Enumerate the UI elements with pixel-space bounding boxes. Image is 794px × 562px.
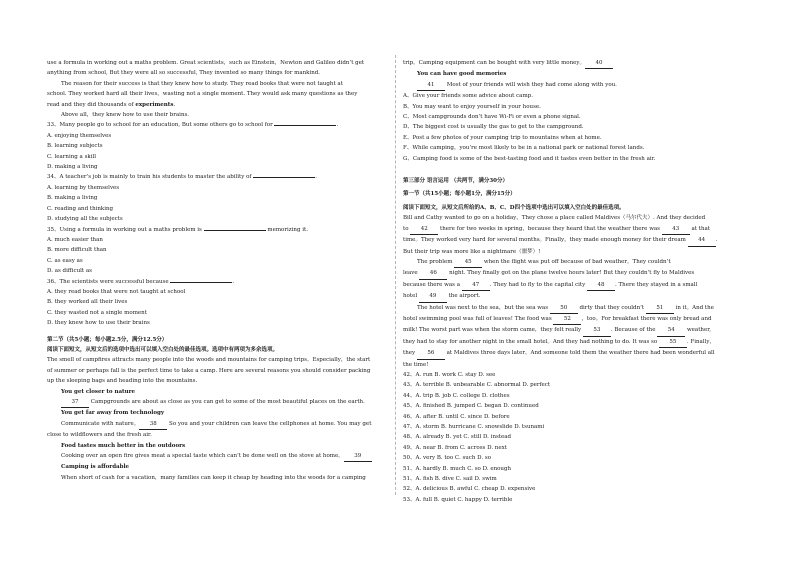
line-text: D. they knew how to use their brains	[47, 320, 150, 327]
text-line	[47, 387, 388, 397]
line-text: B. making a living	[47, 195, 98, 202]
line-text: C. learning a skill	[47, 153, 97, 160]
answer-blank	[170, 282, 232, 283]
line-text: in it。And the	[673, 304, 714, 311]
text-line	[47, 214, 388, 224]
text-line	[47, 473, 388, 483]
text-line	[47, 79, 388, 89]
answer-blank: 52	[553, 314, 581, 325]
answer-blank: 55	[659, 337, 687, 348]
line-text: C. reading and thinking	[47, 205, 114, 212]
line-text: . Finally，	[686, 338, 715, 345]
text-line	[47, 235, 388, 245]
line-text: memorizing it.	[265, 226, 308, 233]
text-line	[403, 360, 748, 370]
text-line	[403, 257, 748, 268]
line-text: ，too。For breakfast there was only bread and	[581, 315, 712, 322]
text-line	[403, 154, 748, 164]
line-text: night. They finally got on the plane twelve hours later! But they couldn’t fly to Maldives	[447, 270, 695, 277]
text-line	[403, 474, 748, 484]
text-line	[47, 225, 388, 235]
right-column	[403, 58, 748, 505]
text-line	[47, 297, 388, 307]
line-text: You can have good memories	[417, 71, 507, 78]
line-text: up the sleeping bags and heading into the mountains.	[47, 378, 198, 385]
line-text: time。They worked very hard for several months。Finally，they made enough money for their dream	[403, 237, 688, 244]
line-text: Food tastes much better in the outdoors	[61, 442, 186, 449]
line-text: 53、A. full B. quiet C. happy D. terrible	[403, 496, 513, 503]
text-line	[47, 318, 388, 328]
text-line	[403, 203, 748, 213]
line-text: Bill and Cathy wanted to go on a holiday，They chose a place called Maldives（马尔代夫）. And they decided	[403, 215, 706, 222]
line-text: F、While camping，you’re most likely to be in a national park or national forest lands.	[403, 145, 645, 152]
emphasized-word: experiments	[135, 101, 174, 108]
answer-blank: 37	[61, 397, 89, 408]
text-line	[47, 266, 388, 276]
text-line	[47, 462, 388, 472]
line-text: hotel	[403, 293, 419, 300]
text-line	[47, 120, 388, 130]
line-text: 49、A. near B. from C. across D. next	[403, 444, 507, 451]
line-text: the time!	[403, 361, 429, 368]
left-column	[47, 58, 388, 483]
line-text: 34、A teacher’s job is mainly to train his students to master the ability of	[47, 174, 254, 181]
line-text: . They had to fly to the capital city	[489, 281, 588, 288]
text-line	[403, 268, 748, 279]
line-text: school. They worked hard all their lives，wasting not a single moment. They would ask many questions as they	[47, 91, 358, 98]
text-line	[403, 189, 748, 199]
line-text: they	[403, 350, 417, 357]
answer-blank: 40	[585, 58, 613, 69]
line-text: D、The biggest cost is usually the gas to get to the campground.	[403, 124, 584, 131]
line-text: A. learning by themselves	[47, 184, 120, 191]
line-text: of summer or perhaps fall is the perfect time to take a camp. Here are several reasons you should consider packing	[47, 367, 371, 374]
text-line	[403, 401, 748, 411]
line-text: Communicate with nature。	[61, 420, 140, 427]
text-line	[47, 451, 388, 462]
line-text: read and they did thousands of	[47, 101, 136, 108]
line-text: 阅读下面短文，从短文后所给的A、B、C、D四个选项中选出可以填入空白处的最佳选项。	[403, 204, 625, 211]
line-text: But their trip was more like a nightmare（噩梦）!	[403, 248, 541, 255]
text-line	[47, 141, 388, 151]
answer-blank	[253, 177, 315, 178]
line-text: there for two weeks in spring，because they heard that the weather there was	[438, 225, 662, 232]
text-line	[47, 172, 388, 182]
line-text: 43、A. terrible B. unbearable C. abnormal D. perfect	[403, 382, 551, 389]
line-text: at that	[689, 225, 710, 232]
text-line	[47, 441, 388, 451]
text-line	[403, 91, 748, 101]
line-text: Campgrounds are about as close as you can get to some of the most beautiful places on the earth.	[89, 399, 365, 405]
line-text: B. learning subjects	[47, 143, 103, 150]
text-line	[47, 100, 388, 110]
line-text: A、Give your friends some advice about camp.	[403, 93, 533, 100]
line-text: D. as difficult as	[47, 268, 92, 275]
line-text: the airport.	[446, 293, 481, 300]
text-line	[403, 69, 748, 79]
text-line	[47, 89, 388, 99]
line-text: C、Most campgrounds don’t have Wi-Fi or even a phone signal.	[403, 114, 581, 121]
text-line	[47, 58, 388, 68]
line-text: dirty that they couldn’t	[577, 304, 646, 311]
line-text: A. they read books that were not taught at school	[47, 288, 186, 295]
line-text: B、You may want to enjoy yourself in your house.	[403, 103, 541, 110]
text-line	[403, 432, 748, 442]
text-line	[403, 224, 748, 235]
line-text: close to wildflowers and the fresh air.	[47, 432, 152, 439]
text-line	[47, 430, 388, 440]
line-text: B. they worked all their lives	[47, 299, 128, 306]
line-text: 35、Using a formula in working out a maths problem is	[47, 226, 204, 233]
line-text: 48、A. already B. yet C. still D. instead	[403, 434, 512, 441]
line-text: The smell of campfires attracts many people into the woods and mountains for camping trips。Especially，the start	[47, 357, 371, 364]
text-line	[47, 277, 388, 287]
line-text: trip。Camping equipment can be bought with very little money。	[403, 60, 585, 66]
answer-blank: 46	[419, 268, 447, 279]
line-text: leave	[403, 270, 420, 277]
line-text: they had to stay for another night in the small hotel。And they had nothing to do. It was so	[403, 338, 659, 345]
line-text: 第一节（共15小题；每小题1分，满分15分）	[403, 191, 516, 198]
text-line	[403, 337, 748, 348]
text-line	[403, 391, 748, 401]
text-line	[47, 68, 388, 78]
text-line	[403, 464, 748, 474]
line-text: 44、A. trip B. job C. college D. clothes	[403, 392, 510, 399]
text-line	[47, 345, 388, 355]
line-text: When short of cash for a vacation，many families can keep it cheap by heading into the woods for a camping	[61, 474, 366, 481]
line-text: A. enjoying themselves	[47, 132, 112, 139]
answer-blank: 43	[662, 224, 690, 235]
text-line	[403, 453, 748, 463]
line-text: 45、A. finished B. jumped C. began D. continued	[403, 403, 539, 410]
answer-blank: 38	[139, 419, 167, 430]
text-line	[47, 110, 388, 120]
text-line	[47, 183, 388, 193]
line-text: .	[232, 278, 235, 285]
line-text: You get far away from technology	[61, 410, 165, 417]
text-line	[403, 247, 748, 257]
line-text: 第三部分 语言运用 （共两节，满分30分）	[403, 178, 508, 185]
answer-blank	[204, 230, 266, 231]
line-text: 42、A. run B. work C. stay D. see	[403, 371, 496, 378]
line-text: use a formula in working out a maths problem. Great scientists，such as Einstein，Newton and Galileo didn’t get	[47, 60, 365, 66]
line-text: 阅读下面短文，从短文后的选项中选出可以填入空白处的最佳选项。选项中有两项为多余选项。	[47, 346, 279, 353]
text-line	[47, 366, 388, 376]
line-text: . There they stayed in a small	[615, 281, 698, 288]
text-line	[47, 376, 388, 386]
text-line	[403, 495, 748, 505]
text-line	[47, 131, 388, 141]
line-text: .	[315, 174, 317, 181]
line-text: when the flight was put off because of bad weather。They couldn’t	[482, 258, 671, 265]
text-line	[47, 397, 388, 408]
line-text: 47、A. storm B. hurricane C. snowslide D. tsunami	[403, 424, 545, 430]
text-line	[47, 335, 388, 345]
line-text: anything from school, But they were all so successful, They invented so many things for mankind.	[47, 70, 321, 77]
text-line	[403, 280, 748, 291]
text-line	[47, 204, 388, 214]
answer-blank: 53	[583, 325, 611, 336]
line-text: The hotel was next to the sea，but the sea was	[417, 304, 550, 311]
text-line	[403, 325, 748, 336]
text-line	[403, 314, 748, 325]
line-text: 第二节（共5小题；每小题2.5分，满分12.5分）	[47, 336, 168, 343]
line-text: weather,	[685, 327, 711, 334]
answer-blank: 39	[344, 451, 372, 462]
line-text: E、Post a few photos of your camping trip to mountains when at home.	[403, 134, 602, 141]
line-text: 36、The scientists were successful because	[47, 278, 171, 285]
line-text: The problem	[417, 258, 455, 265]
answer-blank: 51	[646, 303, 674, 314]
text-line	[403, 143, 748, 153]
line-text: hotel swimming pool was full of leaves! The food was	[403, 315, 554, 322]
text-line	[47, 193, 388, 203]
line-text: . Because of the	[610, 327, 658, 334]
text-line	[403, 133, 748, 143]
line-text: D. studying all the subjects	[47, 216, 123, 223]
text-line	[403, 443, 748, 453]
answer-blank: 49	[419, 291, 447, 302]
text-line	[403, 422, 748, 432]
text-line	[403, 58, 748, 69]
answer-blank: 45	[454, 257, 482, 268]
line-text: D. making a living	[47, 164, 98, 171]
line-text: .	[336, 122, 339, 129]
line-text: 52、A. delicious B. awful C. cheap D. expensive	[403, 486, 536, 493]
line-text: .	[715, 237, 718, 244]
text-line	[47, 419, 388, 430]
answer-blank: 54	[657, 325, 685, 336]
line-text: 51、A. fish B. dive C. sail D. swim	[403, 476, 497, 483]
answer-blank: 48	[587, 280, 615, 291]
text-line	[47, 162, 388, 172]
line-text: C. they wasted not a single moment	[47, 309, 147, 316]
answer-blank: 42	[410, 224, 438, 235]
text-line	[47, 256, 388, 266]
text-line	[403, 102, 748, 112]
line-text: because there was a	[403, 281, 462, 288]
line-text: You get closer to nature	[61, 388, 135, 395]
line-text: 50、A. very B. too C. such D. so	[403, 455, 492, 462]
text-line	[47, 308, 388, 318]
line-text: Camping is affordable	[61, 464, 130, 471]
answer-blank: 50	[550, 303, 578, 314]
answer-blank: 47	[462, 280, 490, 291]
text-line	[403, 235, 748, 246]
answer-blank: 44	[688, 235, 716, 246]
text-line	[403, 412, 748, 422]
text-line	[403, 303, 748, 314]
line-text: milk! The worst part was when the storm came，they felt really	[403, 327, 583, 334]
line-text: Most of your friends will wish they had come along with you.	[445, 81, 617, 88]
line-text: 33、Many people go to school for an education, But some others go to school for	[47, 122, 275, 129]
text-line	[47, 287, 388, 297]
line-text: Cooking over an open fire gives meat a special taste which can’t be done well on the stove at home。	[61, 453, 344, 460]
text-line	[403, 370, 748, 380]
text-line	[403, 291, 748, 302]
line-text: So you and your children can leave the cellphones at home. You may get	[167, 420, 372, 427]
line-text: G、Camping food is some of the best-tasting food and it tastes even better in the fresh air.	[403, 155, 656, 162]
line-text: to	[403, 225, 411, 232]
text-line	[403, 112, 748, 122]
text-line	[403, 380, 748, 390]
answer-blank: 41	[417, 80, 445, 91]
line-text: 51、A. hardly B. much C. so D. enough	[403, 465, 512, 472]
line-text: The reason for their success is that they knew how to study. They read books that were not taught at	[61, 80, 343, 87]
line-text: .	[173, 101, 176, 108]
text-line	[403, 348, 748, 359]
answer-blank	[274, 125, 336, 126]
answer-blank: 56	[417, 348, 445, 359]
text-line	[403, 484, 748, 494]
text-line	[47, 355, 388, 365]
text-line	[403, 176, 748, 186]
text-line	[403, 213, 748, 223]
text-line	[47, 152, 388, 162]
text-line	[47, 245, 388, 255]
text-line	[47, 408, 388, 418]
line-text: A. much easier than	[47, 236, 103, 243]
line-text: Above all，they knew how to use their brains.	[61, 112, 190, 119]
text-line	[403, 80, 748, 91]
text-line	[403, 122, 748, 132]
line-text: 46、A. after B. until C. since D. before	[403, 413, 510, 420]
column-divider	[395, 55, 396, 495]
line-text: B. more difficult than	[47, 247, 107, 254]
line-text: C. as easy as	[47, 257, 83, 264]
line-text: at Maldives three days later。And someone told them the weather there had been wonderful all	[444, 350, 715, 357]
